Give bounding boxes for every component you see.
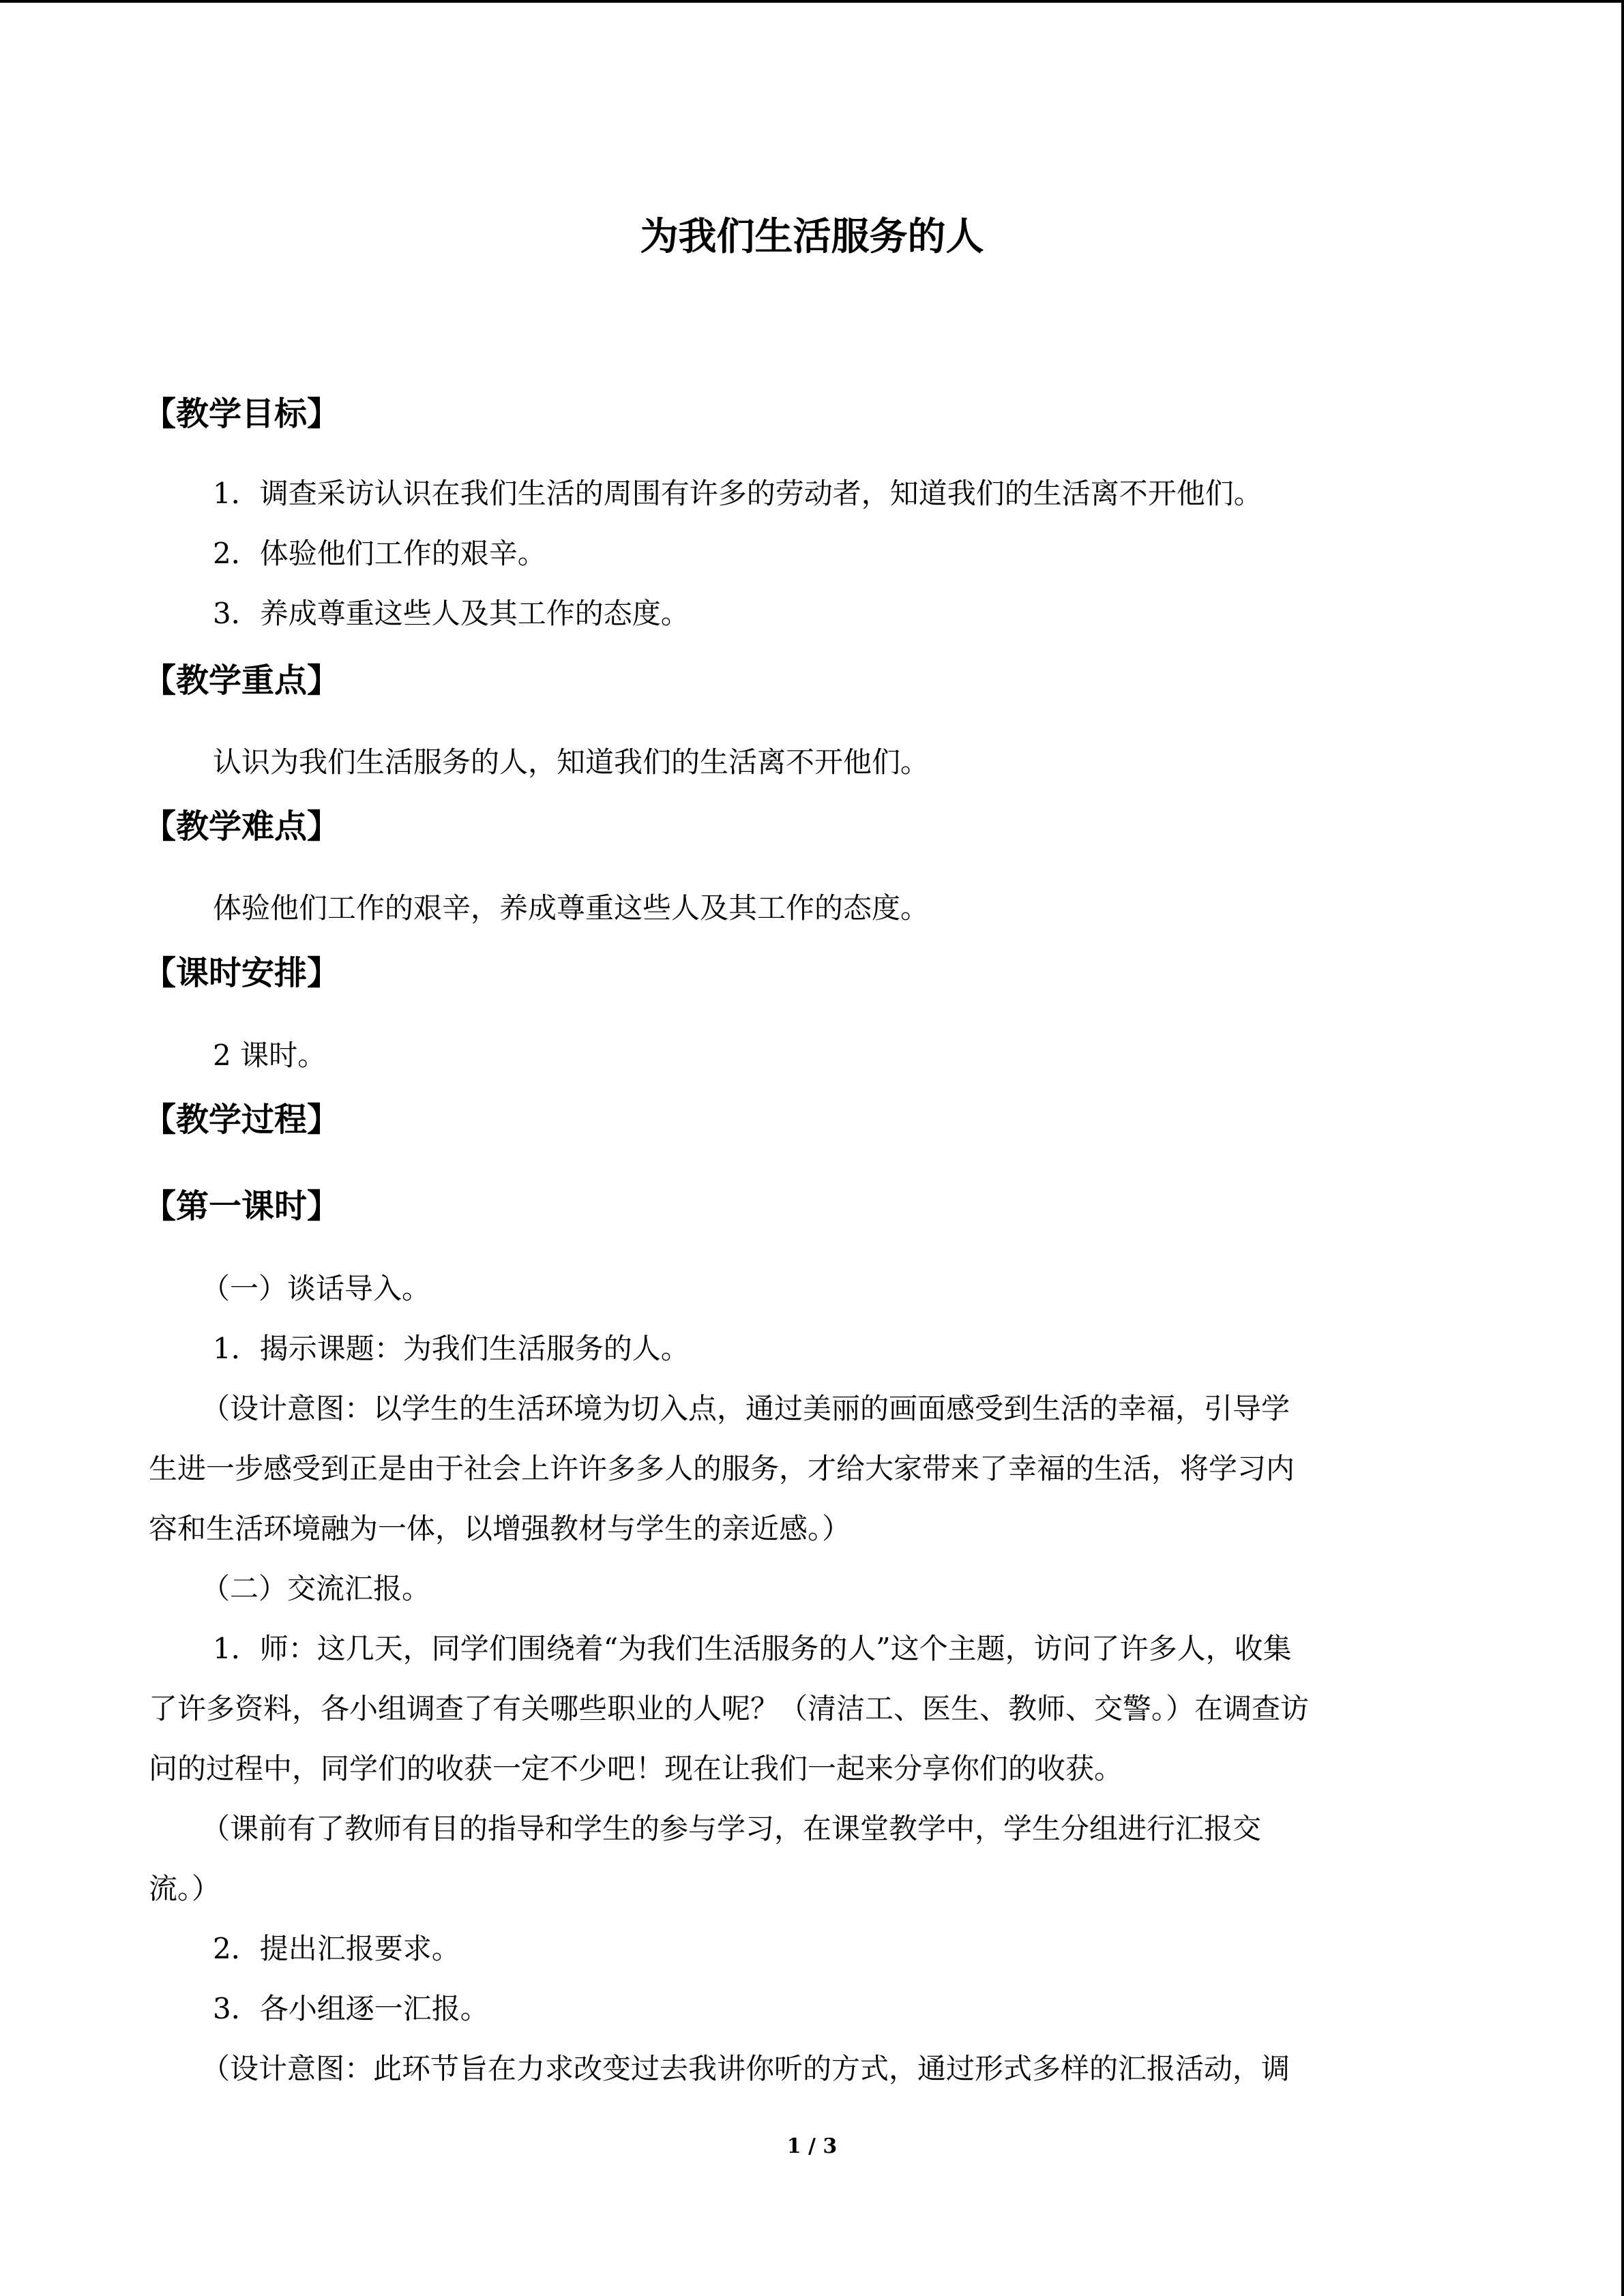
lesson-line: 了许多资料，各小组调查了有关哪些职业的人呢？（清洁工、医生、教师、交警。）在调查访 [149, 1692, 1310, 1725]
heading-difficulties: 【教学难点】 [143, 807, 340, 846]
lesson-line: （设计意图：以学生的生活环境为切入点，通过美丽的画面感受到生活的幸福，引导学 [201, 1392, 1290, 1425]
heading-schedule: 【课时安排】 [143, 954, 340, 992]
objective-item: 3．养成尊重这些人及其工作的态度。 [213, 597, 690, 630]
lesson-line: （课前有了教师有目的指导和学生的参与学习，在课堂教学中，学生分组进行汇报交 [201, 1812, 1262, 1845]
difficulties-text: 体验他们工作的艰辛，养成尊重这些人及其工作的态度。 [213, 891, 930, 925]
lesson-line: （一）谈话导入。 [201, 1272, 431, 1305]
page-number: 1 / 3 [786, 2134, 838, 2158]
heading-process: 【教学过程】 [143, 1101, 340, 1139]
lesson-line: （设计意图：此环节旨在力求改变过去我讲你听的方式，通过形式多样的汇报活动，调 [201, 2052, 1290, 2085]
objective-item: 1．调查采访认识在我们生活的周围有许多的劳动者，知道我们的生活离不开他们。 [213, 477, 1263, 510]
page-border-right [1621, 0, 1624, 2296]
key-points-text: 认识为我们生活服务的人，知道我们的生活离不开他们。 [213, 745, 930, 779]
lesson-line: 生进一步感受到正是由于社会上许许多多人的服务，才给大家带来了幸福的生活，将学习内 [149, 1452, 1295, 1485]
heading-key-points: 【教学重点】 [143, 661, 340, 700]
heading-lesson-one: 【第一课时】 [143, 1187, 340, 1225]
lesson-line: 问的过程中，同学们的收获一定不少吧！现在让我们一起来分享你们的收获。 [149, 1752, 1123, 1785]
heading-objectives: 【教学目标】 [143, 395, 340, 433]
objective-item: 2．体验他们工作的艰辛。 [213, 537, 546, 570]
document-title: 为我们生活服务的人 [640, 215, 984, 259]
schedule-text: 2 课时。 [213, 1039, 327, 1072]
lesson-line: 3．各小组逐一汇报。 [213, 1992, 489, 2025]
page-border-top [0, 0, 1624, 3]
lesson-line: 2．提出汇报要求。 [213, 1932, 460, 1965]
lesson-line: 流。） [149, 1872, 221, 1905]
lesson-line: 容和生活环境融为一体，以增强教材与学生的亲近感。） [149, 1512, 851, 1545]
lesson-line: 1．揭示课题：为我们生活服务的人。 [213, 1332, 690, 1365]
lesson-line: （二）交流汇报。 [201, 1572, 431, 1605]
lesson-line: 1．师：这几天，同学们围绕着“为我们生活服务的人”这个主题，访问了许多人，收集 [213, 1632, 1292, 1665]
